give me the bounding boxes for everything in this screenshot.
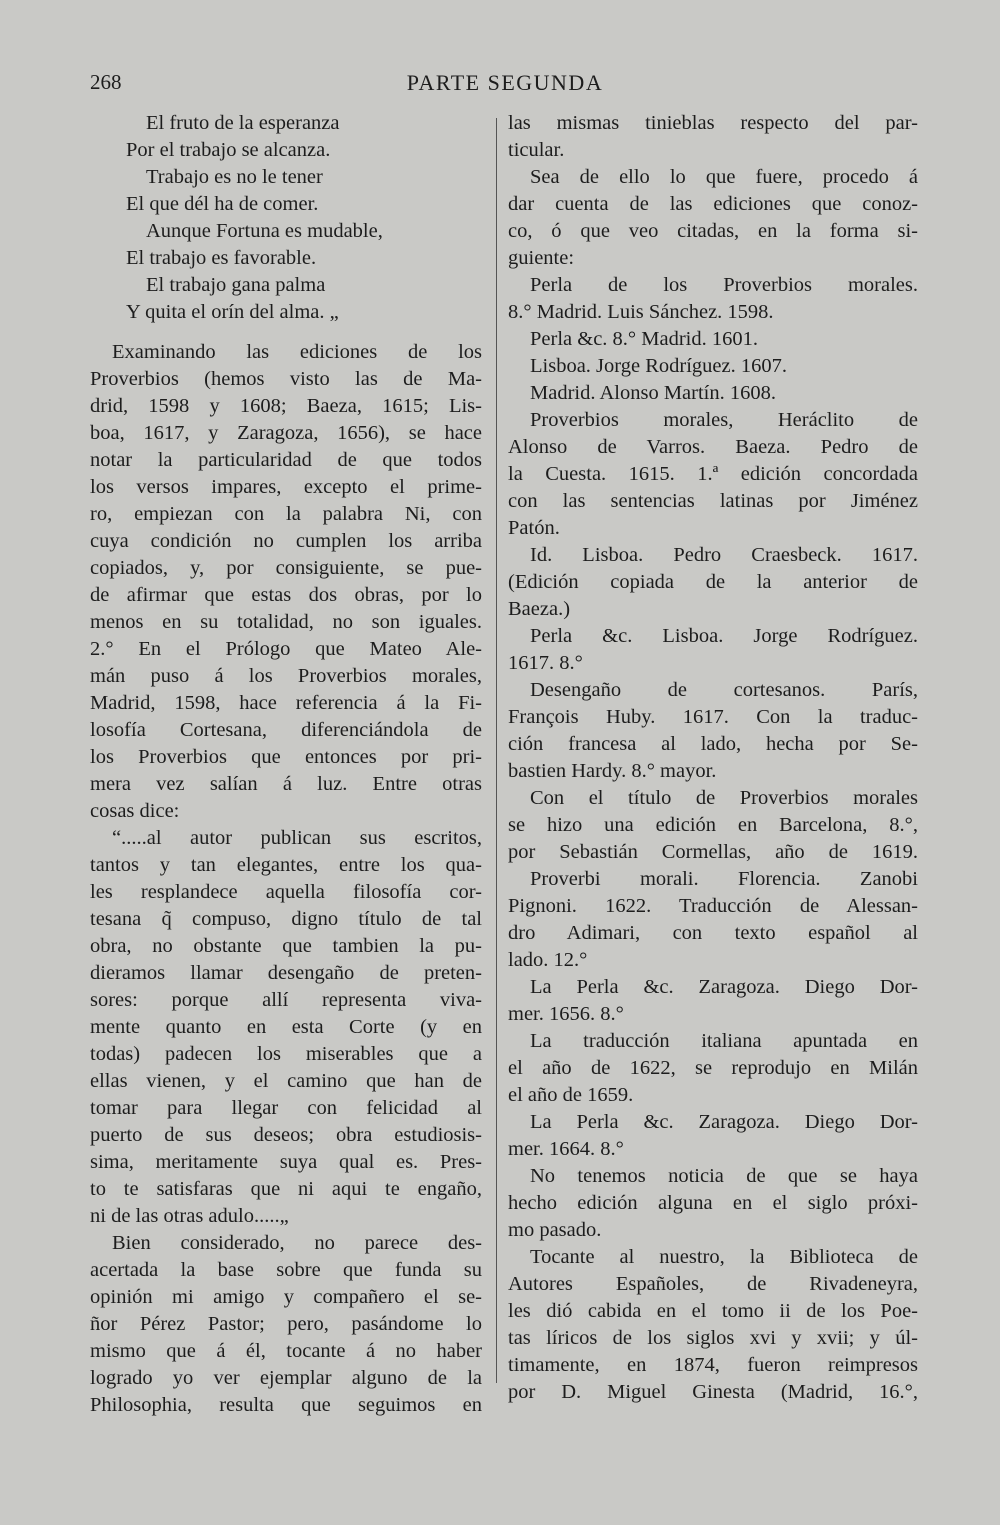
text-line: La Perla &c. Zaragoza. Diego Dor-	[530, 976, 918, 998]
text-line: 1617. 8.°	[508, 652, 583, 674]
text-line: tomar para llegar con felicidad al	[90, 1097, 482, 1119]
text-line: notar la particularidad de que todos	[90, 449, 482, 471]
text-line: obra, no obstante que tambien la pu-	[90, 935, 482, 957]
text-line: Patón.	[508, 517, 560, 539]
text-line: Perla &c. Lisboa. Jorge Rodríguez.	[530, 625, 918, 647]
left-column	[90, 110, 482, 1419]
text-line: mán puso á los Proverbios morales,	[90, 665, 482, 687]
text-line: ñor Pérez Pastor; pero, pasándome lo	[90, 1313, 482, 1335]
text-line: puerto de sus deseos; obra estudiosis-	[90, 1124, 482, 1146]
text-line: dieramos llamar desengaño de preten-	[90, 962, 482, 984]
verse-line: El que dél ha de comer.	[126, 193, 319, 215]
verse-stanza	[90, 110, 482, 326]
text-line: Baeza.)	[508, 598, 571, 620]
text-line: tas líricos de los siglos xvi y xvii; y úl-	[508, 1327, 918, 1349]
text-line: losofía Cortesana, diferenciándola de	[90, 719, 482, 741]
text-line: menos en su totalidad, no son iguales.	[90, 611, 482, 633]
right-column	[508, 110, 918, 1406]
text-line: les resplandece aquella filosofía cor-	[90, 881, 482, 903]
text-line: por Sebastián Cormellas, año de 1619.	[508, 841, 918, 863]
text-line: logrado yo ver ejemplar alguno de la	[90, 1367, 482, 1389]
text-line: con las sentencias latinas por Jiménez	[508, 490, 918, 512]
text-line: opinión mi amigo y compañero el se-	[90, 1286, 482, 1308]
text-line: to te satisfaras que ni aqui te engaño,	[90, 1178, 482, 1200]
text-line: François Huby. 1617. Con la traduc-	[508, 706, 918, 728]
text-line: tesana q̃ compuso, digno título de tal	[90, 908, 482, 930]
text-line: por D. Miguel Ginesta (Madrid, 16.°,	[508, 1381, 918, 1403]
text-line: Pignoni. 1622. Traducción de Alessan-	[508, 895, 918, 917]
text-line: dro Adimari, con texto español al	[508, 922, 918, 944]
text-line: Proverbios (hemos visto las de Ma-	[90, 368, 482, 390]
page-header	[90, 70, 920, 102]
text-line: Alonso de Varros. Baeza. Pedro de	[508, 436, 918, 458]
text-line: la Cuesta. 1615. 1.ª edición concordada	[508, 463, 918, 485]
text-line: La Perla &c. Zaragoza. Diego Dor-	[530, 1111, 918, 1133]
text-line: Bien considerado, no parece des-	[112, 1232, 482, 1254]
verse-line: Trabajo es no le tener	[146, 166, 323, 188]
text-line: Sea de ello lo que fuere, procedo á	[530, 166, 918, 188]
text-line: drid, 1598 y 1608; Baeza, 1615; Lis-	[90, 395, 482, 417]
body-text	[90, 339, 482, 1419]
text-line: mer. 1656. 8.°	[508, 1003, 624, 1025]
column-divider	[496, 118, 497, 1383]
verse-line: Y quita el orín del alma. „	[126, 301, 339, 323]
text-line: tantos y tan elegantes, entre los qua-	[90, 854, 482, 876]
text-line: Perla de los Proverbios morales.	[530, 274, 918, 296]
text-line: mera vez salían á luz. Entre otras	[90, 773, 482, 795]
text-line: co, ó que veo citadas, en la forma si-	[508, 220, 918, 242]
text-line: copiados, y, por consiguiente, se pue-	[90, 557, 482, 579]
text-line: boa, 1617, y Zaragoza, 1656), se hace	[90, 422, 482, 444]
text-line: se hizo una edición en Barcelona, 8.°,	[508, 814, 918, 836]
text-line: Lisboa. Jorge Rodríguez. 1607.	[530, 355, 787, 377]
verse-line: Aunque Fortuna es mudable,	[146, 220, 383, 242]
text-line: sores: porque allí representa viva-	[90, 989, 482, 1011]
text-line: Autores Españoles, de Rivadeneyra,	[508, 1273, 918, 1295]
text-line: los Proverbios que entonces por pri-	[90, 746, 482, 768]
text-line: las mismas tinieblas respecto del par-	[508, 112, 918, 134]
text-line: Madrid. Alonso Martín. 1608.	[530, 382, 776, 404]
text-line: La traducción italiana apuntada en	[530, 1030, 918, 1052]
page-number: 268	[90, 70, 122, 94]
text-line: 2.° En el Prólogo que Mateo Ale-	[90, 638, 482, 660]
text-line: el año de 1622, se reprodujo en Milán	[508, 1057, 918, 1079]
text-line: guiente:	[508, 247, 575, 269]
text-line: ni de las otras adulo.....„	[90, 1205, 289, 1227]
text-line: (Edición copiada de la anterior de	[508, 571, 918, 593]
text-line: Con el título de Proverbios morales	[530, 787, 918, 809]
verse-line: El trabajo es favorable.	[126, 247, 317, 269]
text-line: “.....al autor publican sus escritos,	[112, 827, 482, 849]
verse-line: El trabajo gana palma	[146, 274, 326, 296]
text-line: todas) padecen los miserables que a	[90, 1043, 482, 1065]
text-line: mo pasado.	[508, 1219, 602, 1241]
text-line: mismo que á él, tocante á no haber	[90, 1340, 482, 1362]
text-line: ellas vienen, y el camino que han de	[90, 1070, 482, 1092]
text-line: les dió cabida en el tomo ii de los Poe-	[508, 1300, 918, 1322]
text-line: Philosophia, resulta que seguimos en	[90, 1394, 482, 1416]
text-line: el año de 1659.	[508, 1084, 634, 1106]
text-line: Proverbios morales, Heráclito de	[530, 409, 918, 431]
text-line: mer. 1664. 8.°	[508, 1138, 624, 1160]
text-line: Tocante al nuestro, la Biblioteca de	[530, 1246, 918, 1268]
text-line: cuya condición no cumplen los arriba	[90, 530, 482, 552]
text-line: los versos impares, excepto el prime-	[90, 476, 482, 498]
text-line: ro, empiezan con la palabra Ni, con	[90, 503, 482, 525]
text-line: mente quanto en esta Corte (y en	[90, 1016, 482, 1038]
running-title: PARTE SEGUNDA	[406, 70, 604, 95]
text-line: Perla &c. 8.° Madrid. 1601.	[530, 328, 758, 350]
text-line: Proverbi morali. Florencia. Zanobi	[530, 868, 918, 890]
text-line: dar cuenta de las ediciones que conoz-	[508, 193, 918, 215]
text-line: sima, meritamente suya qual es. Pres-	[90, 1151, 482, 1173]
text-line: 8.° Madrid. Luis Sánchez. 1598.	[508, 301, 774, 323]
text-line: Examinando las ediciones de los	[112, 341, 482, 363]
text-line: timamente, en 1874, fueron reimpresos	[508, 1354, 918, 1376]
text-line: hecho edición alguna en el siglo próxi-	[508, 1192, 918, 1214]
text-line: ción francesa al lado, hecha por Se-	[508, 733, 918, 755]
verse-line: Por el trabajo se alcanza.	[126, 139, 331, 161]
text-line: lado. 12.°	[508, 949, 588, 971]
text-line: Id. Lisboa. Pedro Craesbeck. 1617.	[530, 544, 918, 566]
text-line: ticular.	[508, 139, 565, 161]
text-line: Desengaño de cortesanos. París,	[530, 679, 918, 701]
text-line: cosas dice:	[90, 800, 180, 822]
text-line: bastien Hardy. 8.° mayor.	[508, 760, 717, 782]
text-line: de afirmar que estas dos obras, por lo	[90, 584, 482, 606]
verse-line: El fruto de la esperanza	[146, 112, 340, 134]
text-line: acertada la base sobre que funda su	[90, 1259, 482, 1281]
text-line: No tenemos noticia de que se haya	[530, 1165, 918, 1187]
text-line: Madrid, 1598, hace referencia á la Fi-	[90, 692, 482, 714]
